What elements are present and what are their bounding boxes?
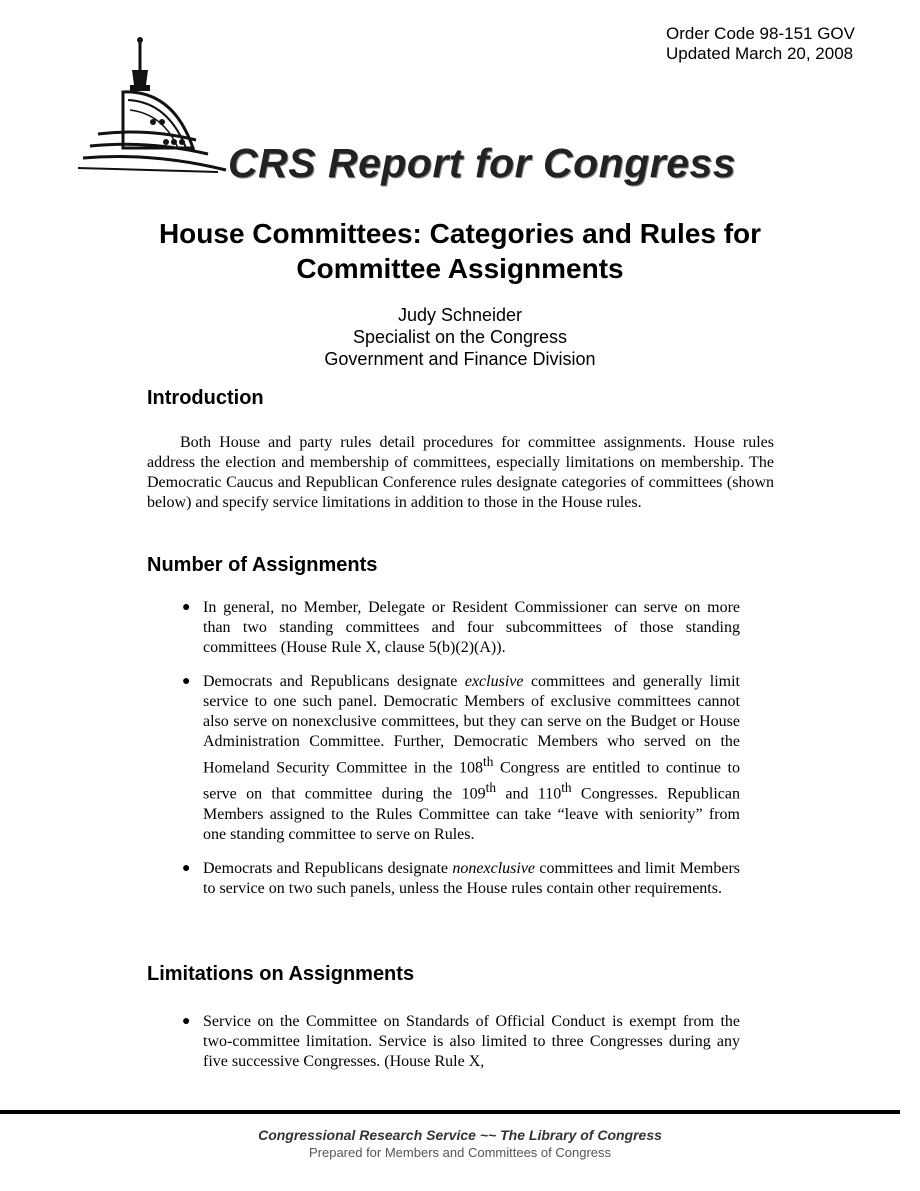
- order-code: Order Code 98-151 GOV: [666, 24, 855, 43]
- title-line-1: House Committees: Categories and Rules for: [158, 218, 762, 249]
- heading-number-of-assignments: Number of Assignments: [147, 554, 378, 576]
- bullet-text-post: committees and limit Members to service on two such panels, unless the House rules contain other requirements.: [203, 859, 740, 897]
- list-item: [180, 859, 740, 899]
- bullet-text: In general, no Member, Delegate or Resident Commissioner can serve on more than two standing committees and four subcommittees of those standing committees (House Rule X, clause 5(b)(2)(A)).: [203, 599, 740, 656]
- footer-library: The Library of Congress: [500, 1127, 662, 1143]
- bullet-text-mid3: and 110: [496, 785, 562, 803]
- author-division: Government and Finance Division: [324, 349, 596, 369]
- bullet-icon: ●: [182, 860, 191, 876]
- superscript: th: [483, 754, 494, 769]
- bullet-text-mid2: Congress are entitled to continue to serve on that committee during the 109: [203, 759, 741, 803]
- title-line-2: Committee Assignments: [296, 253, 624, 284]
- footer-crs: Congressional Research Service: [258, 1127, 476, 1143]
- updated-date: Updated March 20, 2008: [666, 44, 854, 63]
- limitations-bullets: [180, 1012, 740, 1086]
- footer-separator: ~~: [479, 1127, 497, 1143]
- author-name: Judy Schneider: [397, 305, 523, 325]
- bullet-text: Service on the Committee on Standards of Official Conduct is exempt from the two-committee limitation. Service is also limited to three Congresses during any five successive Congresses. (House Rule X,: [203, 1013, 740, 1070]
- bullet-icon: ●: [182, 600, 191, 615]
- masthead: CRS Report for Congress: [228, 140, 737, 186]
- bullet-emphasis: exclusive: [464, 673, 524, 690]
- capitol-dome-icon: [78, 30, 228, 185]
- report-title: [0, 216, 920, 286]
- footer-divider: [0, 1110, 900, 1114]
- footer-line-2: Prepared for Members and Committees of Congress: [308, 1145, 611, 1160]
- list-item: [180, 1012, 740, 1072]
- heading-introduction: Introduction: [147, 387, 264, 409]
- number-bullets: [180, 598, 740, 913]
- superscript: th: [561, 780, 572, 796]
- bullet-text-pre: Democrats and Republicans designate: [203, 673, 465, 690]
- list-item: [180, 598, 740, 658]
- bullet-emphasis: nonexclusive: [452, 859, 536, 877]
- list-item: [180, 672, 740, 845]
- bullet-icon: ●: [182, 1014, 191, 1029]
- footer-line-1: [0, 1126, 920, 1144]
- superscript: th: [485, 780, 497, 796]
- order-code-block: [666, 24, 855, 64]
- bullet-text-post: Congresses. Republican Members assigned to the Rules Committee can take “leave with seniority” from one standing committee to serve on Rules.: [203, 785, 741, 843]
- heading-limitations-on-assignments: Limitations on Assignments: [147, 963, 415, 985]
- bullet-text-mid: committees and generally limit service to one such panel. Democratic Members of exclusive committees cannot also serve on nonexclusive committees, but they can serve on the Budget or House Administration Committee. Further, Democratic Members who served on the Homeland Security Committee in the 108: [203, 673, 740, 777]
- author-role: Specialist on the Congress: [352, 327, 568, 347]
- bullet-text-pre: Democrats and Republicans designate: [203, 859, 453, 877]
- footer: [0, 1126, 920, 1161]
- bullet-icon: ●: [182, 674, 191, 689]
- author-block: [0, 304, 920, 370]
- intro-paragraph: Both House and party rules detail procedures for committee assignments. House rules address the election and membership of committees, especially limitations on membership. The Democratic Caucus and Republican Conference rules designate categories of committees (shown below) and specify service limitations in addition to those in the House rules.: [147, 434, 774, 511]
